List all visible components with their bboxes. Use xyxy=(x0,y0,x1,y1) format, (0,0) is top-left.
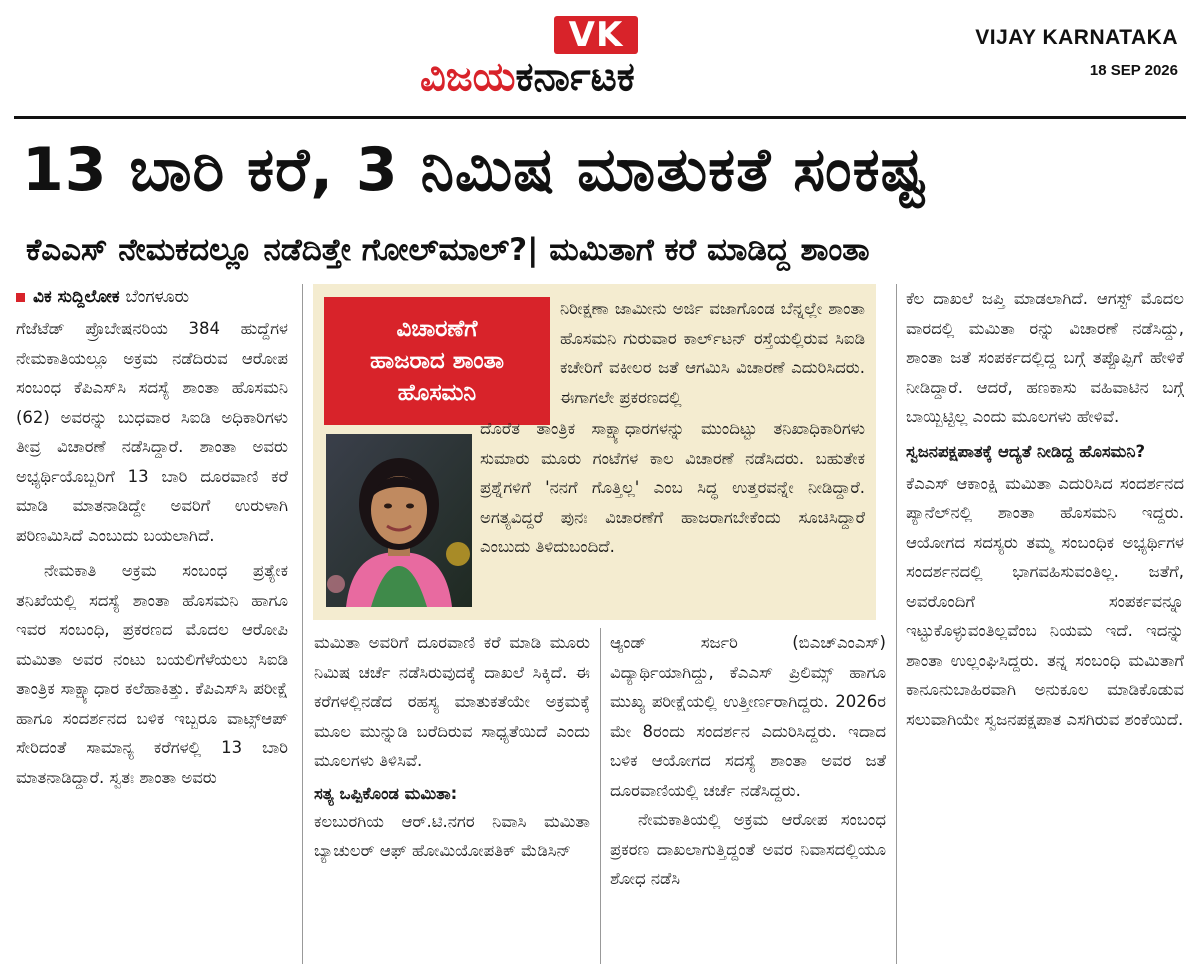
masthead-logo xyxy=(420,52,790,102)
column-divider-2 xyxy=(600,628,601,964)
col1-paragraph-2: ನೇಮಕಾತಿ ಅಕ್ರಮ ಸಂಬಂಧ ಪ್ರತ್ಯೇಕ ತನಿಖೆಯಲ್ಲಿ ಸದಸ್ಯೆ ಶಾಂತಾ ಹೊಸಮನಿ ಹಾಗೂ ಇವರ ಸಂಬಂಧಿ, ಪ್ರಕರಣದ ಮೊದಲ ಆರೋಪಿ ಮಮಿತಾ ಅವರ ನಂಟು ಬಯಲಿಗೆಳೆಯಲು ಸಿಐಡಿ ತಾಂತ್ರಿಕ ಸಾಕ್ಷ್ಯಾಧಾರ ಕಲೆಹಾಕಿತ್ತು. ಕೆಪಿಎಸ್‌ಸಿ ಪರೀಕ್ಷೆ ಹಾಗೂ ಸಂದರ್ಶನದ ಬಳಿಕ ಇಬ್ಬರೂ ವಾಟ್ಸ್‌ಆಪ್ ಸೇರಿದಂತೆ ಸಾಮಾನ್ಯ ಕರೆಗಳಲ್ಲಿ 13 ಬಾರಿ ಮಾತನಾಡಿದ್ದಾರೆ. ಸ್ವತಃ ಶಾಂತಾ ಅವರು xyxy=(16,561,288,787)
article-column-4 xyxy=(906,284,1184,962)
feature-label-line-1: ವಿಚಾರಣೆಗೆ xyxy=(396,316,478,342)
masthead-divider xyxy=(14,116,1186,119)
col4-paragraph-2: ಕೆಎಎಸ್ ಆಕಾಂಕ್ಷಿ ಮಮಿತಾ ಎದುರಿಸಿದ ಸಂದರ್ಶನದ ಪ್ಯಾನೆಲ್‌ನಲ್ಲಿ ಶಾಂತಾ ಹೊಸಮನಿ ಇದ್ದರು. ಆಯೋಗದ ಸದಸ್ಯರು ತಮ್ಮ ಸಂಬಂಧಿಕ ಅಭ್ಯರ್ಥಿಗಳ ಸಂದರ್ಶನದಲ್ಲಿ ಭಾಗವಹಿಸುವಂತಿಲ್ಲ. ಜತೆಗೆ, ಅವರೊಂದಿಗೆ ಸಂಪರ್ಕವನ್ನೂ ಇಟ್ಟುಕೊಳ್ಳುವಂತಿಲ್ಲವೆಂಬ ನಿಯಮ ಇದೆ. ಇದನ್ನು ಶಾಂತಾ ಉಲ್ಲಂಘಿಸಿದ್ದರು. ತನ್ನ ಸಂಬಂಧಿ ಮಮಿತಾಗೆ ಕಾನೂನುಬಾಹಿರವಾಗಿ ಅನುಕೂಲ ಮಾಡಿಕೊಡುವ ಸಲುವಾಗಿಯೇ ಸ್ವಜನಪಕ್ಷಪಾತ ಎಸಗಿರುವ ಶಂಕೆಯಿದೆ. xyxy=(906,473,1184,729)
vk-logo-badge: VK xyxy=(554,16,638,54)
column-divider-1 xyxy=(302,284,303,964)
byline-source: ವಿಕ ಸುದ್ದಿಲೋಕ xyxy=(33,287,120,307)
article-column-3 xyxy=(610,628,886,962)
publication-date: 18 SEP 2026 xyxy=(1089,62,1178,79)
col3-paragraph-1: ಆ್ಯಂಡ್ ಸರ್ಜರಿ (ಬಿಎಚ್‌ಎಂಎಸ್) ವಿದ್ಯಾರ್ಥಿಯಾಗಿದ್ದು, ಕೆಎಎಸ್ ಪ್ರಿಲಿಮ್ಸ್ ಹಾಗೂ ಮುಖ್ಯ ಪರೀಕ್ಷೆಯಲ್ಲಿ ಉತ್ತೀರ್ಣರಾಗಿದ್ದರು. 2026ರ ಮೇ 8ರಂದು ಸಂದರ್ಶನ ಎದುರಿಸಿದ್ದರು. ಇದಾದ ಬಳಿಕ ಆಯೋಗದ ಸದಸ್ಯೆ ಶಾಂತಾ ಅವರ ಜತೆ ದೂರವಾಣಿಯಲ್ಲಿ ಚರ್ಚೆ ನಡೆಸಿದ್ದರು. xyxy=(610,633,886,800)
byline-city: ಬೆಂಗಳೂರು xyxy=(125,287,190,307)
subheadline: ಕೆಎಎಸ್ ನೇಮಕದಲ್ಲೂ ನಡೆದಿತ್ತೇ ಗೋಲ್‌ಮಾಲ್?| ಮಮಿತಾಗೆ ಕರೆ ಮಾಡಿದ್ದ ಶಾಂತಾ xyxy=(26,232,870,268)
feature-label xyxy=(324,297,550,425)
feature-text-bottom: ದೊರೆತ ತಾಂತ್ರಿಕ ಸಾಕ್ಷ್ಯಾಧಾರಗಳನ್ನು ಮುಂದಿಟ್ಟು ತನಿಖಾಧಿಕಾರಿಗಳು ಸುಮಾರು ಮೂರು ಗಂಟೆಗಳ ಕಾಲ ವಿಚಾರಣೆ ನಡೆಸಿದರು. ಬಹುತೇಕ ಪ್ರಶ್ನೆಗಳಿಗೆ 'ನನಗೆ ಗೊತ್ತಿಲ್ಲ' ಎಂಬ ಸಿದ್ಧ ಉತ್ತರವನ್ನೇ ನೀಡಿದ್ದಾರೆ. ಅಗತ್ಯವಿದ್ದರೆ ಪುನಃ ವಿಚಾರಣೆಗೆ ಹಾಜರಾಗಬೇಕೆಂದು ಸೂಚಿಸಿದ್ದಾರೆ ಎಂಬುದು ತಿಳಿದುಬಂದಿದೆ. xyxy=(480,419,865,556)
col2-subheading: ಸತ್ಯ ಒಪ್ಪಿಕೊಂಡ ಮಮಿತಾ: xyxy=(314,783,458,803)
col2-paragraph-1: ಮಮಿತಾ ಅವರಿಗೆ ದೂರವಾಣಿ ಕರೆ ಮಾಡಿ ಮೂರು ನಿಮಿಷ ಚರ್ಚೆ ನಡೆಸಿರುವುದಕ್ಕೆ ದಾಖಲೆ ಸಿಕ್ಕಿದೆ. ಈ ಕರೆಗಳಲ್ಲಿನಡೆದ ರಹಸ್ಯ ಮಾತುಕತೆಯೇ ಅಕ್ರಮಕ್ಕೆ ಮೂಲ ಮುನ್ನುಡಿ ಬರೆದಿರುವ ಸಾಧ್ಯತೆಯಿದೆ ಎಂದು ಮೂಲಗಳು ತಿಳಿಸಿವೆ. xyxy=(314,633,590,770)
publication-name: VIJAY KARNATAKA xyxy=(975,26,1178,49)
col4-paragraph-1: ಕೆಲ ದಾಖಲೆ ಜಪ್ತಿ ಮಾಡಲಾಗಿದೆ. ಆಗಸ್ಟ್ ಮೊದಲ ವಾರದಲ್ಲಿ ಮಮಿತಾ ರನ್ನು ವಿಚಾರಣೆ ನಡೆಸಿದ್ದು, ಶಾಂತಾ ಜತೆ ಸಂಪರ್ಕದಲ್ಲಿದ್ದ ಬಗ್ಗೆ ತಪ್ಪೊಪ್ಪಿಗೆ ಹೇಳಿಕೆ ನೀಡಿದ್ದಾರೆ. ಆದರೆ, ಹಣಕಾಸು ವಹಿವಾಟಿನ ಬಗ್ಗೆ ಬಾಯ್ಬಿಟ್ಟಿಲ್ಲ ಎಂದು ಮೂಲಗಳು ಹೇಳಿವೆ. xyxy=(906,289,1184,426)
col3-paragraph-2: ನೇಮಕಾತಿಯಲ್ಲಿ ಅಕ್ರಮ ಆರೋಪ ಸಂಬಂಧ ಪ್ರಕರಣ ದಾಖಲಾಗುತ್ತಿದ್ದಂತೆ ಅವರ ನಿವಾಸದಲ್ಲಿಯೂ ಶೋಧ ನಡೆಸಿ xyxy=(610,810,886,888)
col1-paragraph-1: ಗೆಜೆಟೆಡ್ ಪ್ರೊಬೇಷನರಿಯ 384 ಹುದ್ದೆಗಳ ನೇಮಕಾತಿಯಲ್ಲೂ ಅಕ್ರಮ ನಡೆದಿರುವ ಆರೋಪ ಸಂಬಂಧ ಕೆಪಿಎಸ್‌ಸಿ ಸದಸ್ಯೆ ಶಾಂತಾ ಹೊಸಮನಿ (62) ಅವರನ್ನು ಬುಧವಾರ ಸಿಐಡಿ ಅಧಿಕಾರಿಗಳು ತೀವ್ರ ವಿಚಾರಣೆ ನಡೆಸಿದ್ದಾರೆ. ಶಾಂತಾ ಅವರು ಅಭ್ಯರ್ಥಿಯೊಬ್ಬರಿಗೆ 13 ಬಾರಿ ದೂರವಾಣಿ ಕರೆ ಮಾಡಿ ಮಾತನಾಡಿದ್ದೇ ಅವರಿಗೆ ಉರುಳಾಗಿ ಪರಿಣಮಿಸಿದೆ ಎಂಬುದು ಬಯಲಾಗಿದೆ. xyxy=(16,319,288,545)
byline-marker-icon xyxy=(16,293,25,302)
masthead-name-red: ವಿಜಯ xyxy=(420,54,516,100)
article-column-2 xyxy=(314,628,590,962)
masthead-name-black: ಕರ್ನಾಟಕ xyxy=(515,54,635,100)
article-column-1 xyxy=(16,314,288,962)
byline xyxy=(16,284,306,310)
column-divider-3 xyxy=(896,284,897,964)
col4-subheading: ಸ್ವಜನಪಕ್ಷಪಾತಕ್ಕೆ ಆದ್ಯತೆ ನೀಡಿದ್ದ ಹೊಸಮನಿ? xyxy=(906,441,1146,461)
feature-text-top: ನಿರೀಕ್ಷಣಾ ಜಾಮೀನು ಅರ್ಜಿ ವಜಾಗೊಂಡ ಬೆನ್ನಲ್ಲೇ ಶಾಂತಾ ಹೊಸಮನಿ ಗುರುವಾರ ಕಾರ್ಲ್‌ಟನ್ ರಸ್ತೆಯಲ್ಲಿರುವ ಸಿಐಡಿ ಕಚೇರಿಗೆ ವಕೀಲರ ಜತೆ ಆಗಮಿಸಿ ವಿಚಾರಣೆ ಎದುರಿಸಿದರು. ಈಗಾಗಲೇ ಪ್ರಕರಣದಲ್ಲಿ xyxy=(560,299,865,407)
feature-label-line-3: ಹೊಸಮನಿ xyxy=(397,380,477,406)
portrait-photo xyxy=(326,434,472,607)
feature-label-line-2: ಹಾಜರಾದ ಶಾಂತಾ xyxy=(370,348,504,374)
col2-paragraph-2: ಕಲಬುರಗಿಯ ಆರ್.ಟಿ.ನಗರ ನಿವಾಸಿ ಮಮಿತಾ ಬ್ಯಾಚುಲರ್ ಆಫ್ ಹೋಮಿಯೋಪತಿಕ್ ಮೆಡಿಸಿನ್ xyxy=(314,811,590,860)
headline: 13 ಬಾರಿ ಕರೆ, 3 ನಿಮಿಷ ಮಾತುಕತೆ ಸಂಕಷ್ಟ xyxy=(22,135,927,205)
